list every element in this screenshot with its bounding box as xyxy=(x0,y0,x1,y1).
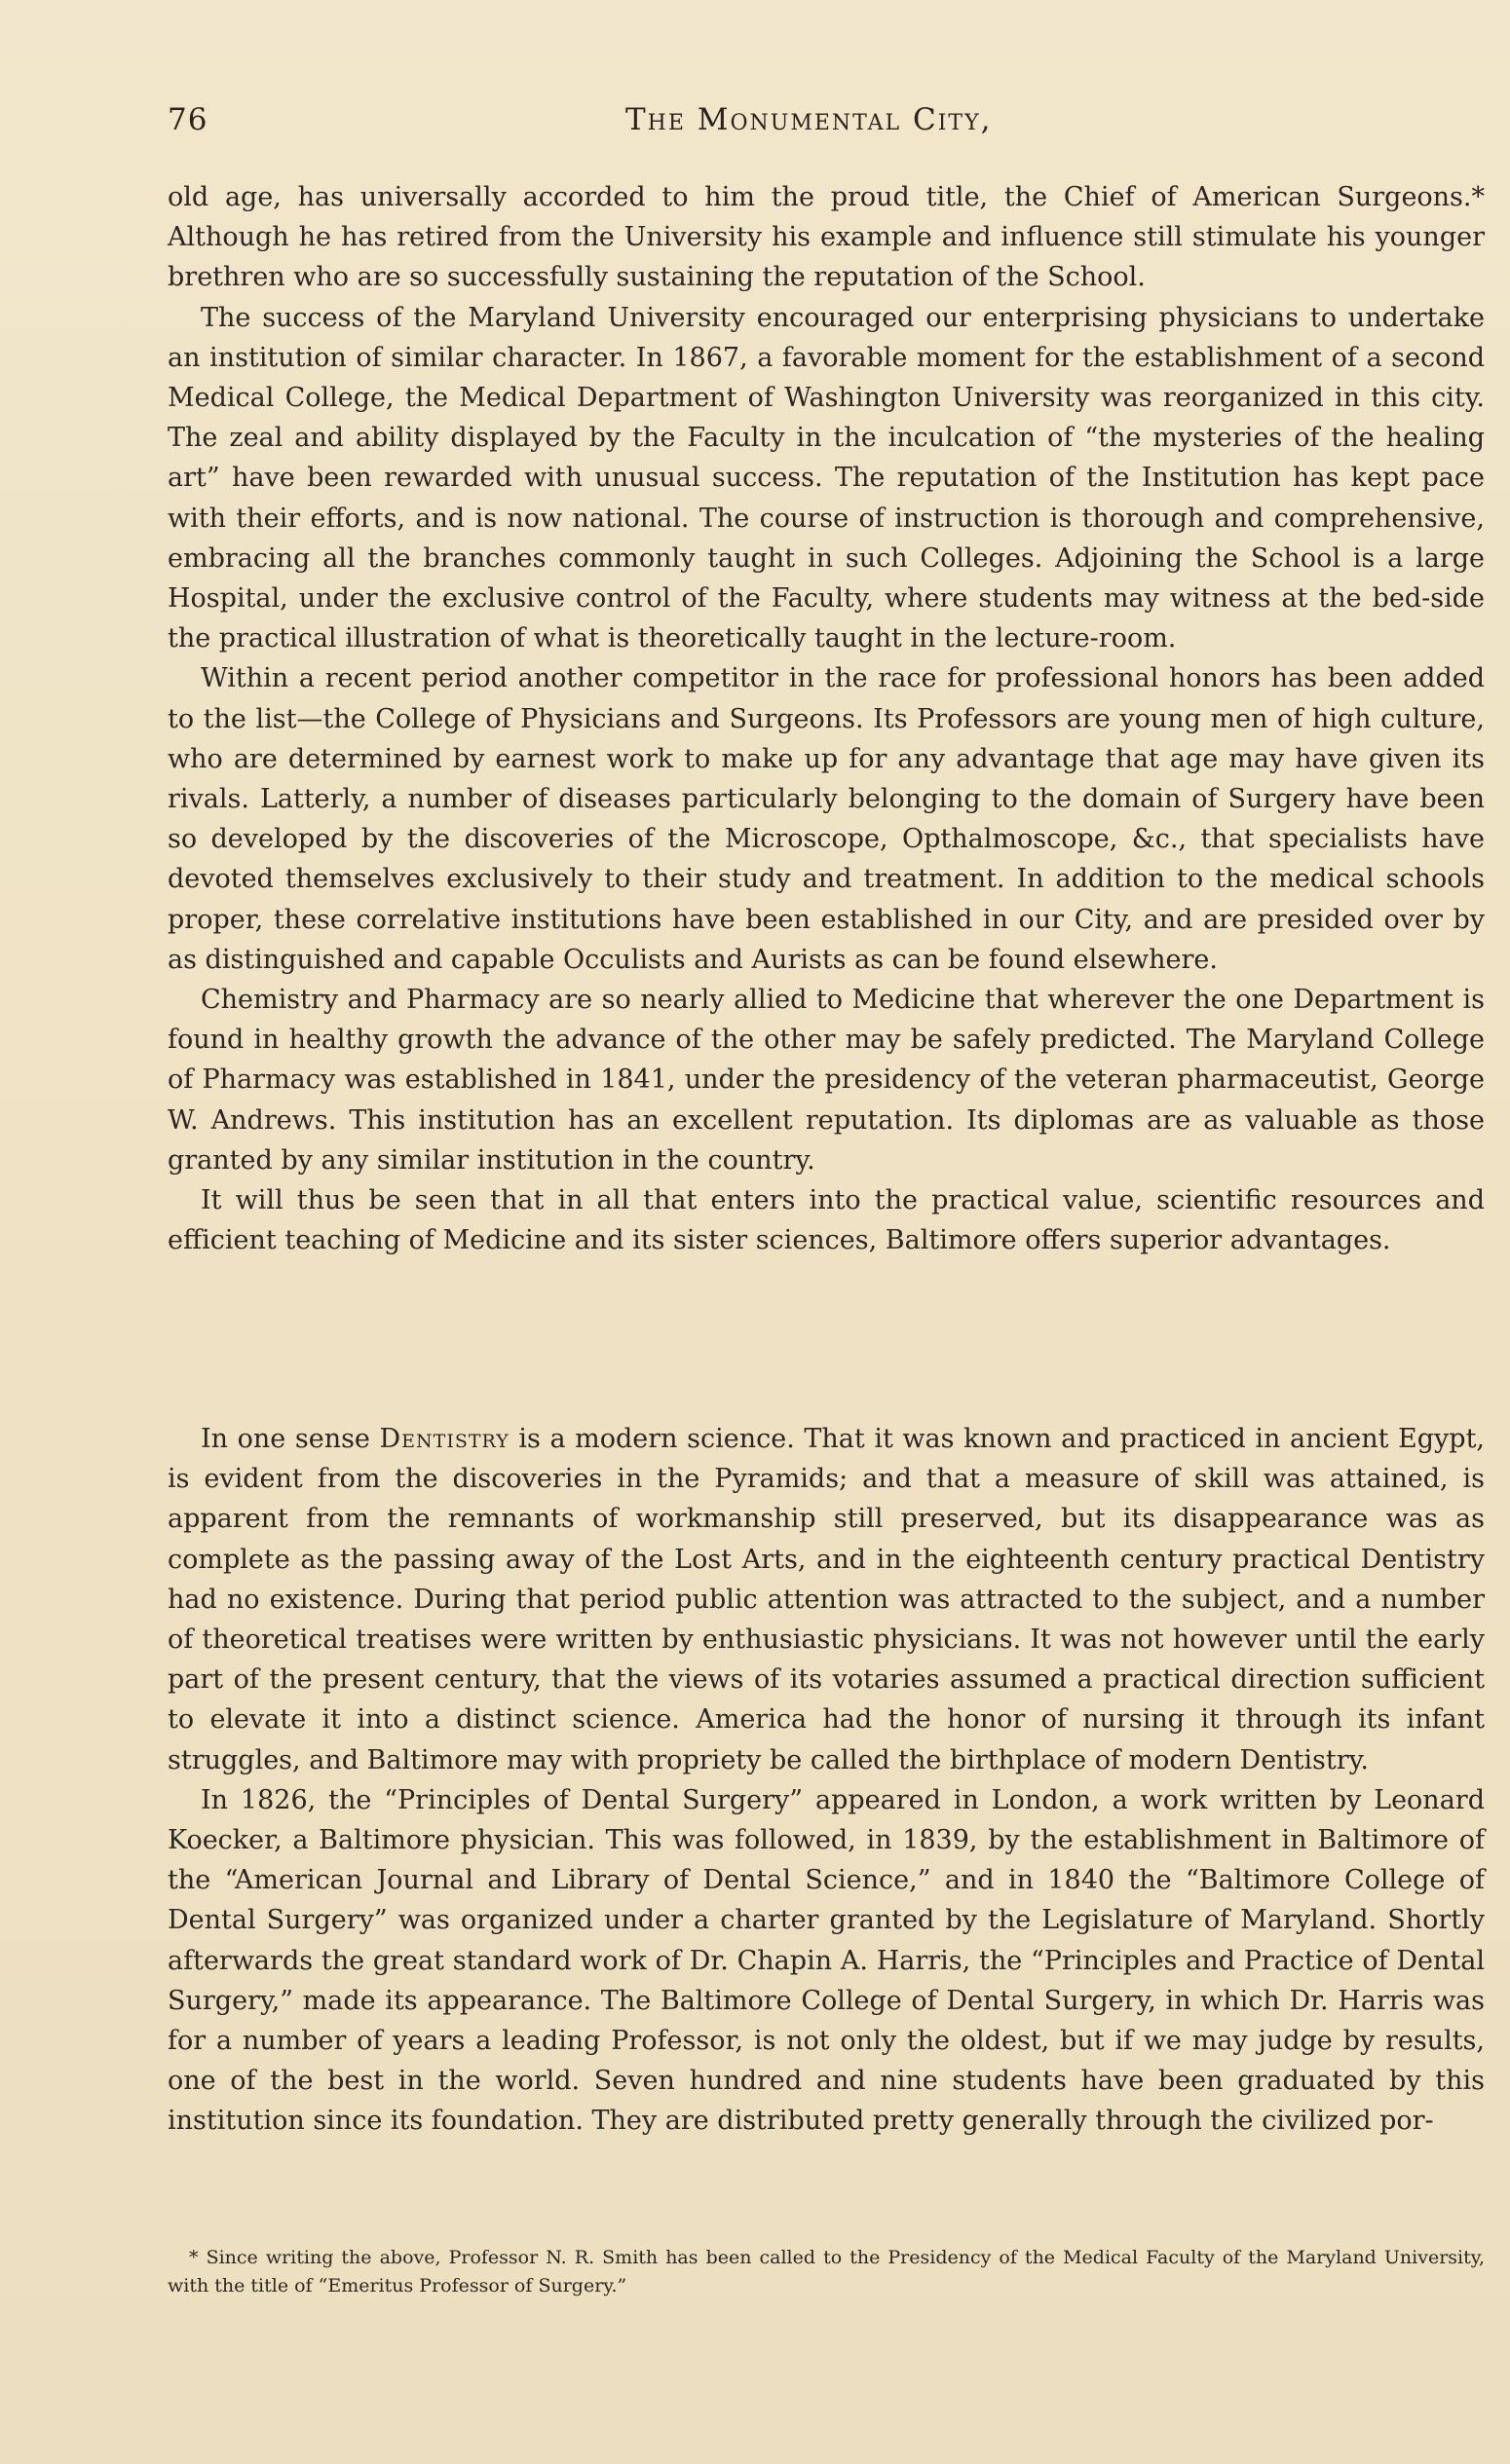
running-title: The Monumental City, xyxy=(625,102,993,137)
footnote-mark: * xyxy=(189,2247,199,2268)
main-text-lower xyxy=(168,1419,1485,2142)
paragraph-pharmacy: Chemistry and Pharmacy are so nearly allied to Medicine that wherever the one Department is found in healthy growth the advance of the other may be safely predicted. The Maryland College of Pharmacy was established in 1841, under the presidency of the veteran pharmaceutist, George W. Andrews. This institution has an excellent reputation. Its diplomas are as valuable as those granted by any similar institution in the country. xyxy=(168,985,1485,1176)
page-header xyxy=(168,102,1489,161)
footnote xyxy=(168,2244,1485,2300)
paragraph-washington-university: The success of the Maryland University encouraged our enterprising physicians to undertake an institution of similar character. In 1867, a favorable moment for the establishment of a second Medical College, the Medical Department of Washington University was reorganized in this city. The zeal and ability displayed by the Faculty in the inculcation of “the mysteries of the healing art” have been rewarded with unusual success. The reputation of the Institution has kept pace with their efforts, and is now national. The course of instruction is thorough and comprehensive, embracing all the branches commonly taught in such Colleges. Adjoining the School is a large Hospital, under the exclusive control of the Faculty, where students may witness at the bed-side the practical illustration of what is theoretically taught in the lecture-room. xyxy=(168,302,1485,654)
main-text-upper xyxy=(168,177,1485,1260)
paragraph-dental-surgery-history: In 1826, the “Principles of Dental Surgery” appeared in London, a work written by Leonard Koecker, a Baltimore physician. This was followed, in 1839, by the establishment in Baltimore of the “American Journal and Library of Dental Science,” and in 1840 the “Baltimore College of Dental Surgery” was organized under a charter granted by the Legislature of Maryland. Shortly afterwards the great standard work of Dr. Chapin A. Harris, the “Principles and Practice of Dental Surgery,” made its appearance. The Baltimore College of Dental Surgery, in which Dr. Harris was for a number of years a leading Professor, is not only the oldest, but if we may judge by results, one of the best in the world. Seven hundred and nine students have been graduated by this institution since its foundation. They are distributed pretty generally through the civilized por- xyxy=(168,1784,1485,2137)
page-number: 76 xyxy=(168,102,208,137)
dentistry-term: Dentistry xyxy=(379,1424,510,1454)
footnote-text: Since writing the above, Professor N. R. Smith has been called to the Presidency of the Medical Faculty of the Maryland University, with the title of “Emeritus Professor of Surgery.” xyxy=(168,2247,1485,2296)
paragraph-dentistry xyxy=(168,1419,1485,1780)
paragraph-summary: It will thus be seen that in all that enters into the practical value, scientific resources and efficient teaching of Medicine and its sister sciences, Baltimore offers superior advantages. xyxy=(168,1185,1485,1256)
paragraph-dentistry-intro: In one sense xyxy=(201,1424,380,1454)
paragraph-dentistry-body: is a modern science. That it was known and practiced in ancient Egypt, is evident from the discoveries in the Pyramids; and that a measure of skill was attained, is apparent from the remnants of workmanship still preserved, but its disappearance was as complete as the passing away of the Lost Arts, and in the eighteenth century practical Dentistry had no existence. During that period public attention was attracted to the subject, and a number of theoretical treatises were written by enthusiastic physicians. It was not however until the early part of the present century, that the views of its votaries assumed a practical direction sufficient to elevate it into a distinct science. America had the honor of nursing it through its infant struggles, and Baltimore may with propriety be called the birthplace of modern Dentistry. xyxy=(168,1424,1486,1775)
paragraph-physicians-and-surgeons: Within a recent period another competitor in the race for professional honors has been added to the list—the College of Physicians and Surgeons. Its Professors are young men of high culture, who are determined by earnest work to make up for any advantage that age may have given its rivals. Latterly, a number of diseases particularly belonging to the domain of Surgery have been so developed by the discoveries of the Microscope, Opthalmoscope, &c., that specialists have devoted themselves exclusively to their study and treatment. In addition to the medical schools proper, these correlative institutions have been established in our City, and are presided over by as distinguished and capable Occulists and Aurists as can be found elsewhere. xyxy=(168,663,1485,975)
paragraph-continuation: old age, has universally accorded to him the proud title, the Chief of American Surgeons.* Although he has retired from the University his example and influence still stimulate his younger brethren who are so successfully sustaining the reputation of the School. xyxy=(168,182,1485,293)
